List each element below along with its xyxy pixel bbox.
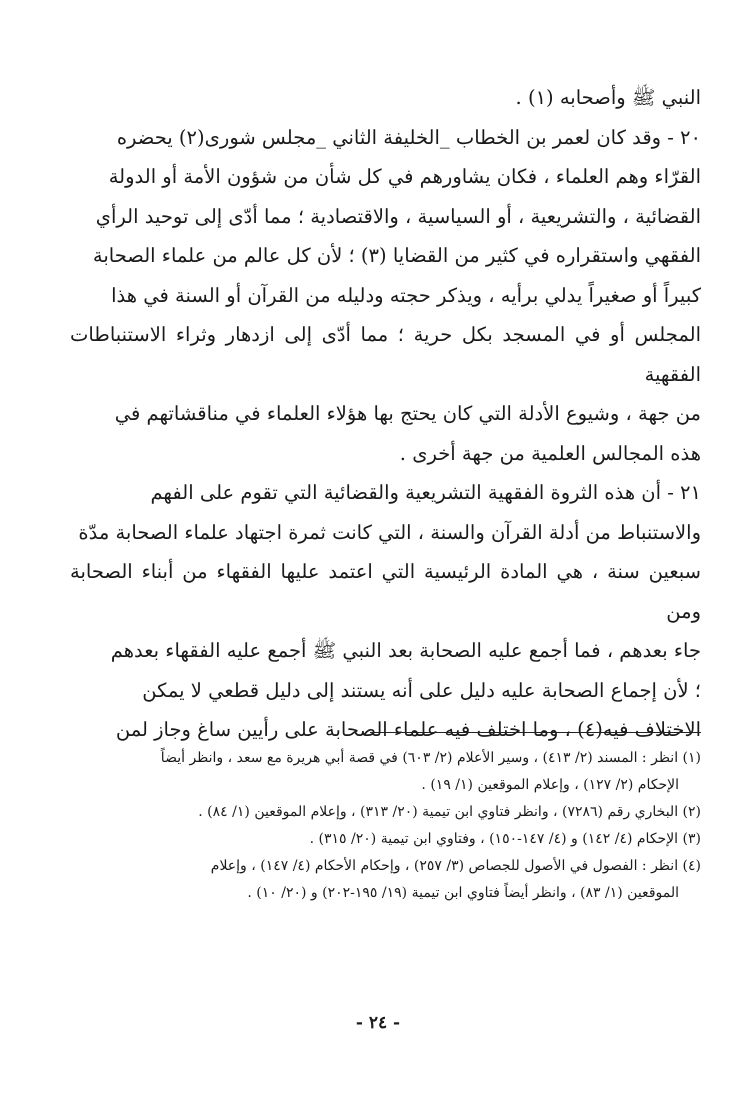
text-line: القرّاء وهم العلماء ، فكان يشاورهم في كل شأن من شؤون الأمة أو الدولة (108, 165, 701, 188)
footnote-1: (١) انظر : المسند (٢/ ٤١٣) ، وسير الأعلام (٢/ ٦٠٣) في قصة أبي هريرة مع سعد ، وانظر أيضاً (160, 750, 701, 766)
text-line: الفقهي واستقراره في كثير من القضايا (٣) ؛ لأن كل عالم من علماء الصحابة (92, 244, 701, 267)
text-line: سبعين سنة ، هي المادة الرئيسية التي اعتمد عليها الفقهاء من أبناء الصحابة ومن (70, 560, 701, 623)
text-line: من جهة ، وشيوع الأدلة التي كان يحتج بها هؤلاء العلماء في مناقشاتهم في (114, 402, 701, 425)
text-line: جاء بعدهم ، فما أجمع عليه الصحابة بعد النبي ﷺ أجمع عليه الفقهاء بعدهم (110, 639, 701, 662)
text-line: المجلس أو في المسجد بكل حرية ؛ مما أدّى إلى ازدهار وثراء الاستنباطات الفقهية (70, 323, 701, 386)
footnote-3: (٣) الإحكام (٤/ ١٤٢) و (٤/ ١٤٧-١٥٠) ، وفتاوي ابن تيمية (٢٠/ ٣١٥) . (309, 831, 701, 847)
footnote-4: (٤) انظر : الفصول في الأصول للجصاص (٣/ ٢٥٧) ، وإحكام الأحكام (٤/ ١٤٧) ، وإعلام (210, 858, 701, 874)
footnote-1-cont: الإحكام (٢/ ١٢٧) ، وإعلام الموقعين (١/ ١٩) . (421, 777, 679, 793)
page-body (70, 78, 701, 750)
text-line: ؛ لأن إجماع الصحابة عليه دليل على أنه يستند إلى دليل قطعي لا يمكن (142, 678, 701, 702)
footnotes (70, 745, 701, 907)
footnote-divider (370, 732, 701, 733)
main-text (70, 78, 701, 750)
text-line: الاختلاف فيه(٤) ، وما اختلف فيه علماء الصحابة على رأيين ساغ وجاز لمن (115, 718, 701, 741)
paragraph-20-line: ٢٠ - وقد كان لعمر بن الخطاب _الخليفة الثاني _مجلس شورى(٢) يحضره (116, 125, 701, 149)
text-line: النبي ﷺ وأصحابه (١) . (515, 86, 701, 109)
footnote-4-cont: الموقعين (١/ ٨٣) ، وانظر أيضاً فتاوي ابن تيمية (١٩/ ١٩٥-٢٠٢) و (٢٠/ ١٠) . (247, 885, 679, 901)
footnote-2: (٢) البخاري رقم (٧٢٨٦) ، وانظر فتاوي ابن تيمية (٢٠/ ٣١٣) ، وإعلام الموقعين (١/ ٨٤) . (198, 804, 701, 820)
text-line: هذه المجالس العلمية من جهة أخرى . (399, 441, 701, 465)
text-line: كبيراً أو صغيراً يدلي برأيه ، ويذكر حجته ودليله من القرآن أو السنة في هذا (111, 283, 701, 307)
page-number: - ٢٤ - (355, 1013, 401, 1033)
paragraph-21-line: ٢١ - أن هذه الثروة الفقهية التشريعية والقضائية التي تقوم على الفهم (150, 481, 701, 504)
text-line: القضائية ، والتشريعية ، أو السياسية ، والاقتصادية ؛ مما أدّى إلى توحيد الرأي (95, 204, 701, 228)
text-line: والاستنباط من أدلة القرآن والسنة ، التي كانت ثمرة اجتهاد علماء الصحابة مدّة (78, 520, 701, 544)
